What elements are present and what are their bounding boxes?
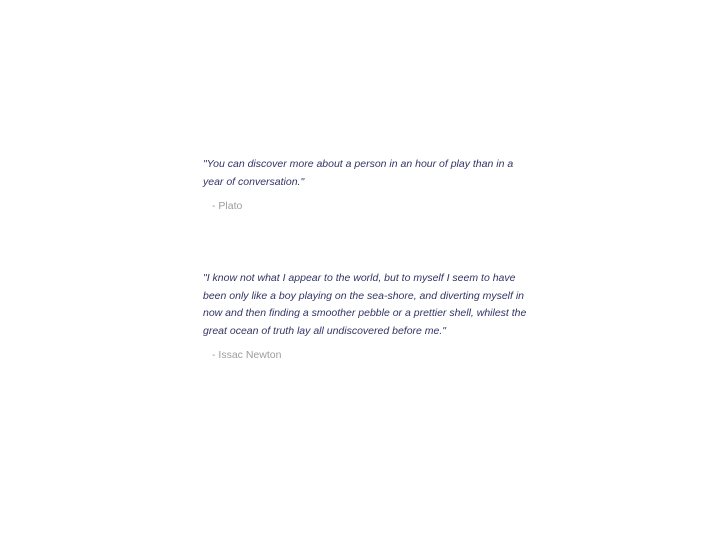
quote-block-newton bbox=[203, 270, 527, 362]
quote-block-plato bbox=[203, 156, 527, 213]
quote-attribution-newton: - Issac Newton bbox=[212, 349, 282, 361]
quote-text-newton: "I know not what I appear to the world, but to myself I seem to have been only like a boy playing on the sea-shore, and diverting myself in now and then finding a smoother pebble or a prettier shell, whilest the great ocean of truth lay all undiscovered before me." bbox=[203, 272, 527, 337]
quote-text-plato: "You can discover more about a person in an hour of play than in a year of conversation." bbox=[203, 158, 514, 188]
quote-attribution-plato: - Plato bbox=[212, 200, 243, 212]
